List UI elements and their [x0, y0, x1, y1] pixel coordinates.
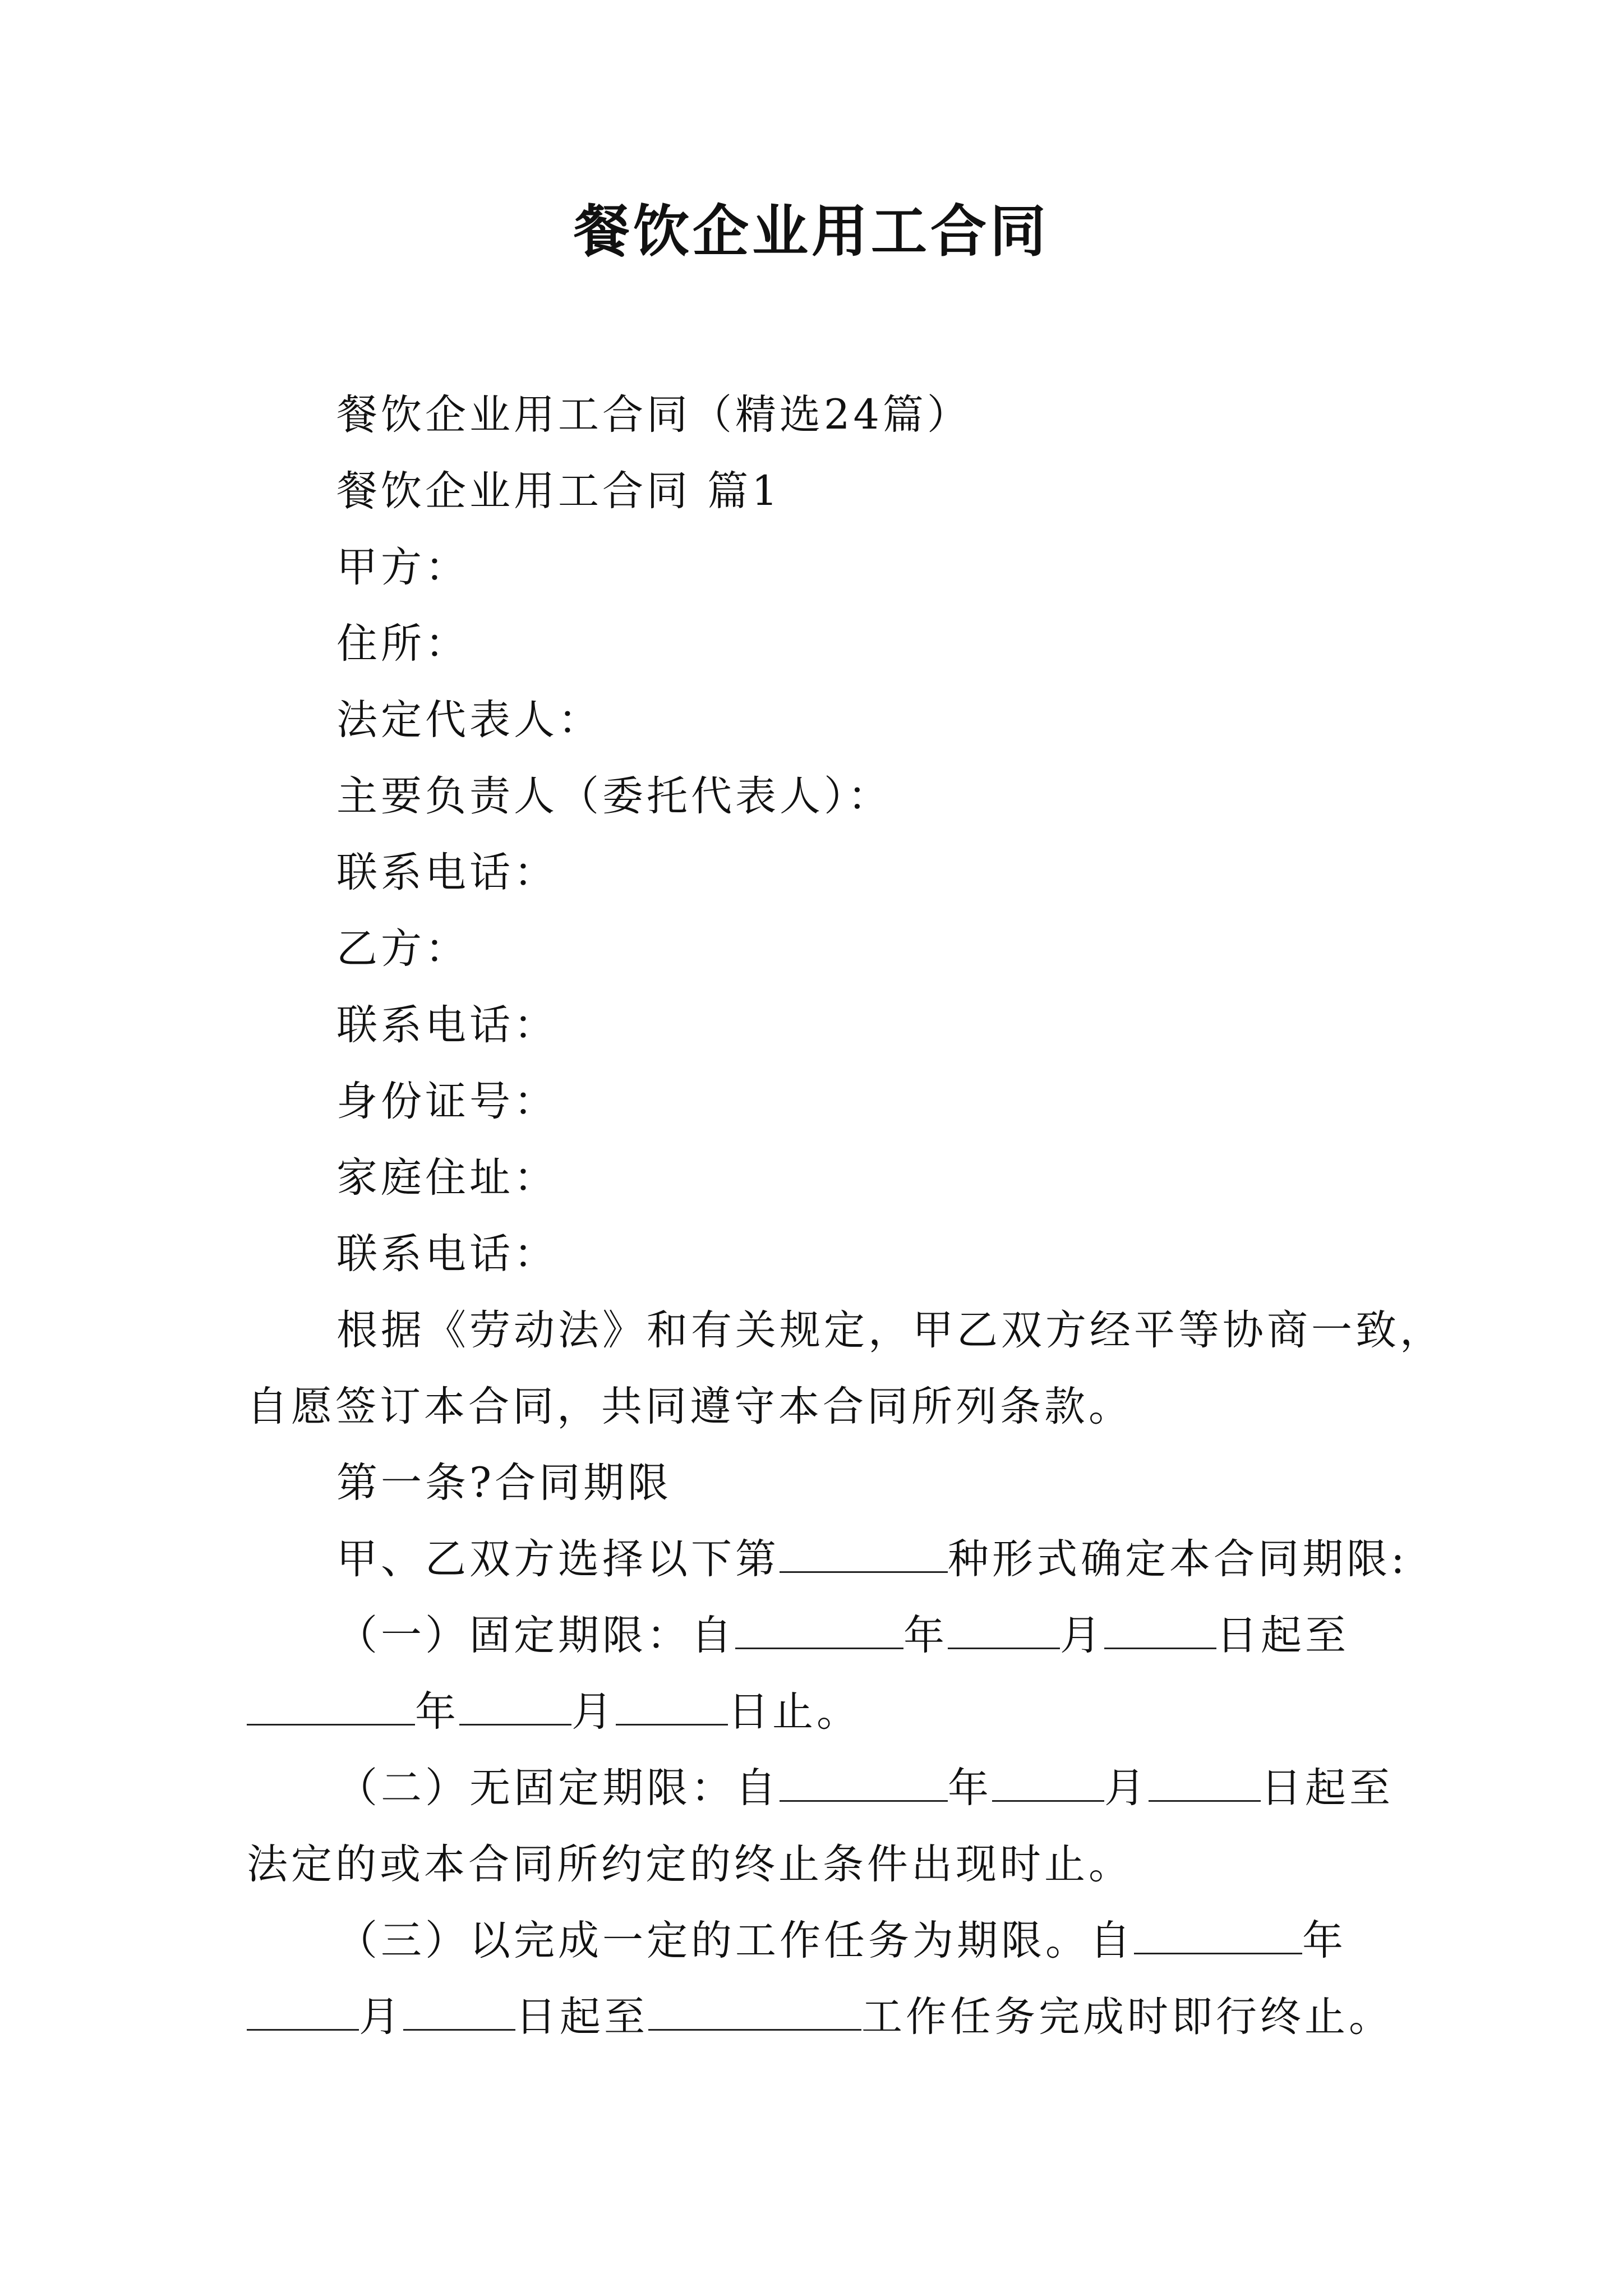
end-year-blank: [247, 1689, 415, 1726]
term-fixed-line-2: [247, 1684, 861, 1740]
address-label: 住所：: [336, 620, 469, 668]
preamble-line-1: 根据《劳动法》和有关规定，甲乙双方经平等协商一致，: [336, 1306, 1444, 1354]
day-end-text: 日止。: [728, 1688, 861, 1736]
term-task-end-text: 工作任务完成时即行终止。: [861, 1993, 1393, 2041]
day-from-text: 日起至: [1261, 1764, 1394, 1812]
month-text: 月: [1104, 1764, 1149, 1812]
open-start-year-blank: [780, 1765, 948, 1802]
term-task-line-2: [247, 1989, 1393, 2045]
start-month-blank: [948, 1613, 1060, 1649]
end-day-blank: [616, 1689, 728, 1726]
day-from-text: 日起至: [515, 1993, 648, 2041]
contact-phone-label: 联系电话：: [336, 1230, 558, 1278]
party-b-label: 乙方：: [336, 925, 469, 973]
subtitle-selection: 餐饮企业用工合同（精选24篇）: [336, 391, 971, 439]
open-start-day-blank: [1149, 1765, 1261, 1802]
term-open-text: （二）无固定期限：自: [336, 1764, 780, 1812]
party-a-phone-label: 联系电话：: [336, 849, 558, 896]
start-day-blank: [1104, 1613, 1216, 1649]
term-fixed-line-1: [336, 1608, 1349, 1664]
task-start-day-blank: [403, 1994, 515, 2031]
article-1-intro: [336, 1531, 1408, 1588]
party-b-phone-label: 联系电话：: [336, 1001, 558, 1049]
term-task-line-1: [336, 1913, 1347, 1969]
home-address-label: 家庭住址：: [336, 1154, 558, 1202]
preamble-line-2: 自愿签订本合同，共同遵守本合同所列条款。: [247, 1383, 1133, 1430]
subtitle-part-1: 餐饮企业用工合同 篇1: [336, 467, 781, 515]
start-year-blank: [735, 1613, 903, 1649]
term-open-line-2: 法定的或本合同所约定的终止条件出现时止。: [247, 1841, 1133, 1888]
year-text: 年: [1302, 1917, 1347, 1964]
month-text: 月: [1060, 1612, 1104, 1659]
principal-label: 主要负责人（委托代表人）：: [336, 772, 892, 820]
article-1-title: 第一条?合同期限: [336, 1459, 672, 1507]
party-a-label: 甲方：: [336, 544, 469, 591]
year-text: 年: [415, 1688, 459, 1736]
document-title: 餐饮企业用工合同: [574, 198, 1049, 264]
month-text: 月: [359, 1993, 403, 2041]
term-task-text: （三）以完成一定的工作任务为期限。自: [336, 1917, 1134, 1964]
month-text: 月: [571, 1688, 616, 1736]
term-fixed-text: （一）固定期限：自: [336, 1612, 735, 1659]
task-description-blank: [648, 1994, 861, 2031]
legal-representative-label: 法定代表人：: [336, 696, 602, 744]
id-number-label: 身份证号：: [336, 1078, 558, 1125]
open-start-month-blank: [992, 1765, 1104, 1802]
task-start-month-blank: [247, 1994, 359, 2031]
year-text: 年: [948, 1764, 992, 1812]
task-start-year-blank: [1134, 1918, 1302, 1954]
day-from-text: 日起至: [1216, 1612, 1349, 1659]
form-number-blank: [780, 1536, 948, 1573]
article-1-intro-text-a: 甲、乙双方选择以下第: [336, 1535, 780, 1583]
article-1-intro-text-b: 种形式确定本合同期限:: [948, 1535, 1408, 1583]
end-month-blank: [459, 1689, 571, 1726]
year-text: 年: [903, 1612, 948, 1659]
term-open-line-1: [336, 1760, 1394, 1816]
